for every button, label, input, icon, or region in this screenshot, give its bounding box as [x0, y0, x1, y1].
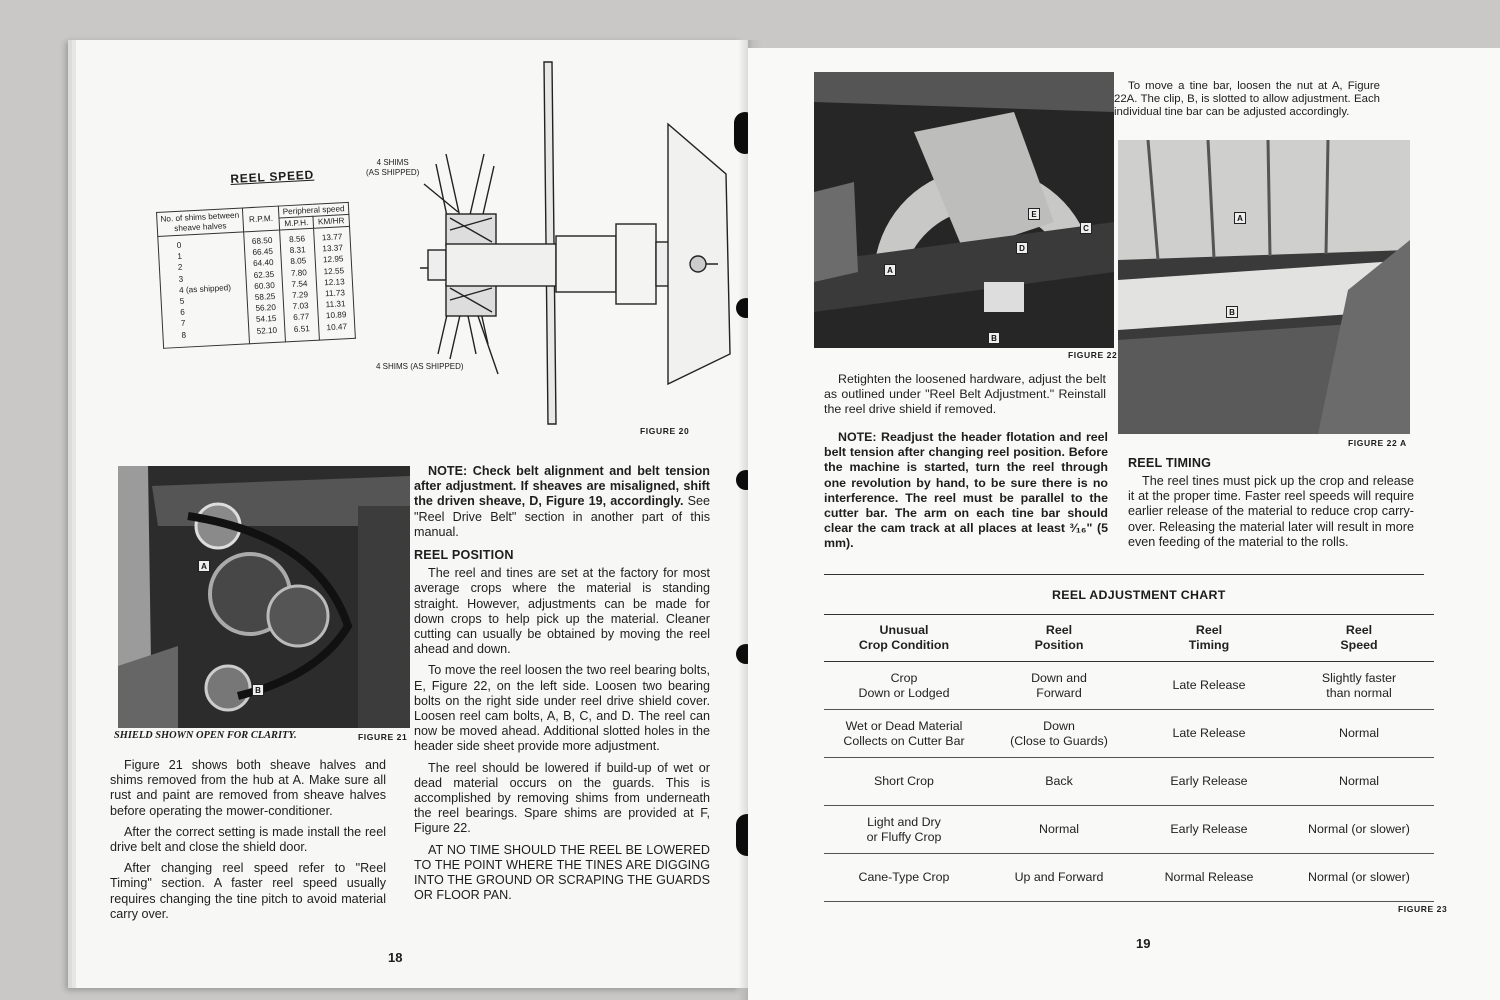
paragraph: The reel tines must pick up the crop and release it at the proper time. Faster reel speeds will require earlier release of the material to reduce crop carry-over. Releasing the material later will result in more even feeding of the material to the rolls. — [1128, 474, 1414, 549]
chart-header: Unusual Crop Condition — [824, 615, 984, 662]
reel-speed-table — [156, 202, 356, 349]
header-peripheral: Peripheral speed — [278, 202, 349, 218]
header-kmhr: KM/HR — [313, 214, 350, 228]
chart-header: Reel Position — [984, 615, 1134, 662]
table-cell: Normal — [984, 806, 1134, 854]
table-cell: Late Release — [1134, 662, 1284, 710]
left-column-text — [110, 758, 386, 928]
reel-speed-title: REEL SPEED — [230, 167, 315, 186]
figure22-label: FIGURE 22 — [1068, 350, 1118, 360]
table-cell: Slightly faster than normal — [1284, 662, 1434, 710]
table-cell: Early Release — [1134, 806, 1284, 854]
table-row — [824, 710, 1434, 758]
figure21-caption: SHIELD SHOWN OPEN FOR CLARITY. — [114, 730, 297, 741]
chart-header-row — [824, 615, 1434, 662]
figure20-callout-top: 4 SHIMS (AS SHIPPED) — [366, 158, 420, 177]
table-row — [824, 758, 1434, 806]
figure22-tag-d: D — [1016, 242, 1028, 254]
rpm-column: 68.50 66.45 64.40 62.35 60.30 58.25 56.20 54.15 52.10 — [244, 230, 286, 344]
table-cell: Normal Release — [1134, 854, 1284, 902]
paragraph: The reel and tines are set at the factory for most average crops where the material is standing straight. However, adjustments can be made for down crops to help pick up the material. Cleaner cutting can usually be obtained by moving the reel ahead and down. — [414, 566, 710, 657]
figure22a-tag-b: B — [1226, 306, 1238, 318]
paragraph: The reel should be lowered if build-up of wet or dead material occurs on the guards. This is accomplished by removing shims from underneath the reel bearings. Spare shims are provided at F, Figure 22. — [414, 760, 710, 836]
table-row — [824, 806, 1434, 854]
paragraph: To move the reel loosen the two reel bearing bolts, E, Figure 22, on the left side. Loosen two bearing bolts on the right side under reel drive shield cover. Loosen reel cam bolts, A, B, C, and D. The reel can now be moved ahead. Additional slotted holes in the header side sheet provide more adjustment. — [414, 663, 710, 754]
header-mph: M.P.H. — [279, 216, 314, 230]
paragraph: After the correct setting is made install the reel drive belt and close the shield door. — [110, 824, 386, 855]
figure22-tag-e: E — [1028, 208, 1040, 220]
paragraph: Figure 21 shows both sheave halves and shims removed from the hub at A. Make sure all rust and paint are removed from sheave halves before operating the mower-conditioner. — [110, 758, 386, 818]
table-cell: Light and Dry or Fluffy Crop — [824, 806, 984, 854]
table-cell: Cane-Type Crop — [824, 854, 984, 902]
retighten-text — [824, 372, 1106, 424]
table-cell: Up and Forward — [984, 854, 1134, 902]
figure20-drawing — [406, 54, 736, 434]
figure23-label: FIGURE 23 — [1398, 904, 1448, 914]
table-cell: Normal — [1284, 758, 1434, 806]
chart-title: REEL ADJUSTMENT CHART — [1052, 588, 1226, 602]
figure21-photo-art — [118, 466, 410, 728]
figure21-tag-a: A — [198, 560, 210, 572]
chart-top-rule — [824, 574, 1424, 575]
reel-timing-text — [1128, 474, 1414, 556]
figure22a-label: FIGURE 22 A — [1348, 438, 1407, 448]
table-cell: Late Release — [1134, 710, 1284, 758]
warning-paragraph: AT NO TIME SHOULD THE REEL BE LOWERED TO THE POINT WHERE THE TINES ARE DIGGING INTO THE GROUND OR SCRAPING THE GUARDS OR FLOOR PAN. — [414, 842, 710, 903]
figure22a-photo-art — [1118, 140, 1410, 434]
figure22-photo — [814, 72, 1114, 348]
paragraph: Retighten the loosened hardware, adjust the belt as outlined under "Reel Belt Adjustment." Reinstall the reel drive shield if removed. — [824, 372, 1106, 417]
reel-position-note — [824, 430, 1108, 558]
table-cell: Normal — [1284, 710, 1434, 758]
figure22-tag-c: C — [1080, 222, 1092, 234]
right-page — [748, 48, 1500, 1000]
figure20-label: FIGURE 20 — [640, 426, 690, 436]
kmhr-column: 13.77 13.37 12.95 12.55 12.13 11.73 11.31 10.89 10.47 — [314, 226, 356, 340]
mph-column: 8.56 8.31 8.05 7.80 7.54 7.29 7.03 6.77 6.51 — [280, 228, 320, 342]
table-cell: Down (Close to Guards) — [984, 710, 1134, 758]
header-shims: No. of shims between sheave halves — [157, 208, 244, 236]
paragraph: To move a tine bar, loosen the nut at A, Figure 22A. The clip, B, is slotted to allow adjustment. Each individual tine bar can be adjusted accordingly. — [1114, 80, 1380, 118]
paragraph: After changing reel speed refer to "Reel Timing" section. A faster reel speed usually requires changing the tine pitch to avoid material carry over. — [110, 861, 386, 921]
belt-note: NOTE: Check belt alignment and belt tension after adjustment. If sheaves are misaligned, shift the driven sheave, D, Figure 19, accordingly. See "Reel Drive Belt" section in another part of this manual. — [414, 464, 710, 539]
figure20-callout-bottom: 4 SHIMS (AS SHIPPED) — [376, 362, 464, 371]
table-cell: Early Release — [1134, 758, 1284, 806]
table-cell: Back — [984, 758, 1134, 806]
figure22a-tag-a: A — [1234, 212, 1246, 224]
chart-header: Reel Speed — [1284, 615, 1434, 662]
table-cell: Down and Forward — [984, 662, 1134, 710]
figure21-label: FIGURE 21 — [358, 732, 408, 742]
shims-column: 0 1 2 3 4 (as shipped) 5 6 7 8 — [158, 232, 250, 348]
page-number-left: 18 — [388, 950, 403, 965]
reel-position-heading: REEL POSITION — [414, 548, 514, 563]
table-cell: Short Crop — [824, 758, 984, 806]
reel-adjustment-chart — [824, 614, 1434, 902]
figure22a-photo — [1118, 140, 1410, 434]
table-cell: Normal (or slower) — [1284, 854, 1434, 902]
table-cell: Wet or Dead Material Collects on Cutter Bar — [824, 710, 984, 758]
table-row — [824, 662, 1434, 710]
reel-speed-table-wrap — [156, 204, 349, 349]
right-column-text — [414, 464, 710, 909]
figure21-photo — [118, 466, 410, 728]
reel-timing-heading: REEL TIMING — [1128, 456, 1212, 470]
tine-bar-text — [1114, 80, 1380, 125]
chart-wrap — [824, 614, 1434, 902]
left-page — [76, 40, 748, 988]
figure22-tag-b: B — [988, 332, 1000, 344]
figure21-tag-b: B — [252, 684, 264, 696]
table-cell: Crop Down or Lodged — [824, 662, 984, 710]
figure22-photo-art — [814, 72, 1114, 348]
header-rpm: R.P.M. — [242, 206, 279, 232]
figure22-tag-a: A — [884, 264, 896, 276]
page-number-right: 19 — [1136, 936, 1151, 951]
table-row — [824, 854, 1434, 902]
chart-header: Reel Timing — [1134, 615, 1284, 662]
table-cell: Normal (or slower) — [1284, 806, 1434, 854]
paragraph: NOTE: Readjust the header flotation and reel belt tension after changing reel position. Before the machine is started, turn the reel through one revolution by hand, to be sure there is no interference. The reel must be parallel to the cutter bar. The arm on each tine bar should clear the cam track at all places at least ³⁄₁₆" (5 mm). — [824, 430, 1108, 551]
